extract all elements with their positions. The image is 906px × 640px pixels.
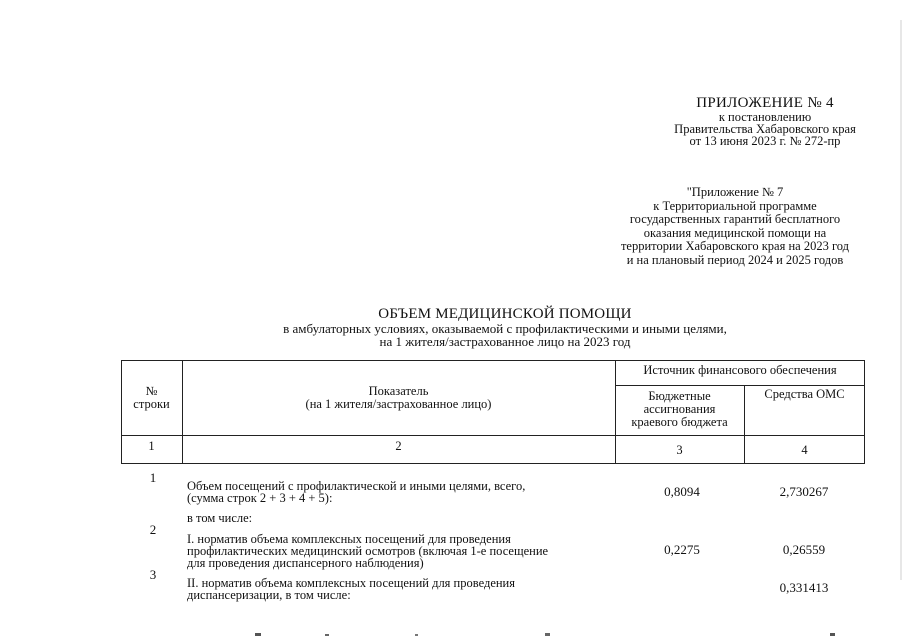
appendix-line: к постановлению — [718, 110, 812, 124]
table-border — [121, 435, 865, 436]
heading-subtitle: в амбулаторных условиях, оказываемой с профилактическими и иными целями, — [283, 321, 727, 336]
header-text: (на 1 жителя/застрахованное лицо) — [305, 397, 492, 411]
row-text-line: в том числе: — [187, 511, 253, 525]
table-border — [615, 385, 865, 386]
appendix-line: Правительства Хабаровского края — [674, 122, 856, 136]
row-budget-value: 0,2275 — [664, 542, 700, 557]
scan-edge — [900, 20, 902, 580]
row-indicator — [187, 512, 609, 524]
row-text-line: II. норматив объема комплексных посещений для проведения — [187, 576, 515, 590]
header-text: Бюджетные — [648, 389, 711, 403]
row-indicator — [187, 577, 609, 601]
note-line: "Приложение № 7 — [686, 185, 784, 199]
header-funding-source: Источник финансового обеспечения — [643, 363, 837, 377]
note-line: и на плановый период 2024 и 2025 годов — [626, 252, 844, 267]
row-text-line: для проведения диспансерного наблюдения) — [187, 556, 424, 570]
note-line: территории Хабаровского края на 2023 год — [620, 239, 850, 253]
table-border — [121, 463, 865, 464]
column-number: 3 — [676, 443, 683, 457]
column-number: 2 — [395, 439, 402, 453]
note-line: государственных гарантий бесплатного — [629, 212, 841, 226]
table-border — [121, 360, 865, 361]
column-number: 4 — [801, 443, 808, 457]
row-number: 2 — [149, 522, 157, 537]
table-header — [121, 360, 865, 464]
header-text: краевого бюджета — [631, 415, 728, 429]
column-number: 1 — [148, 439, 155, 453]
row-text-line: диспансеризации, в том числе: — [187, 588, 351, 602]
appendix-header — [640, 95, 890, 147]
row-oms-value: 2,730267 — [779, 484, 829, 499]
row-text-line: (сумма строк 2 + 3 + 4 + 5): — [187, 491, 333, 505]
header-oms: Средства ОМС — [764, 387, 845, 401]
header-text: № — [145, 384, 158, 398]
row-oms-value: 0,26559 — [782, 542, 826, 557]
row-budget-value: 0,8094 — [664, 484, 700, 499]
row-text-line: I. норматив объема комплексных посещений для проведения — [187, 532, 511, 546]
cut-off-text-fragment — [255, 633, 835, 636]
appendix-title: ПРИЛОЖЕНИЕ № 4 — [696, 95, 834, 111]
heading-title: ОБЪЕМ МЕДИЦИНСКОЙ ПОМОЩИ — [378, 306, 632, 322]
row-indicator — [187, 480, 609, 504]
note-line: к Территориальной программе — [653, 198, 817, 213]
row-text-line: Объем посещений с профилактической и иными целями, всего, — [187, 479, 526, 493]
row-oms-value: 0,331413 — [779, 580, 829, 595]
header-budget — [615, 390, 744, 429]
header-indicator — [182, 385, 615, 411]
row-indicator — [187, 533, 609, 569]
header-text: ассигнования — [643, 402, 716, 416]
row-number: 3 — [149, 567, 157, 582]
note-line: оказания медицинской помощи на — [643, 225, 827, 240]
document-heading — [180, 307, 830, 348]
appendix-line: от 13 июня 2023 г. № 272-пр — [689, 134, 841, 148]
heading-subtitle: на 1 жителя/застрахованное лицо на 2023 год — [379, 334, 631, 349]
header-row-number — [121, 385, 182, 411]
row-number: 1 — [149, 470, 157, 485]
header-text: Показатель — [368, 384, 429, 398]
appendix-note — [600, 186, 870, 267]
row-text-line: профилактических медицинский осмотров (включая 1-е посещение — [187, 544, 549, 558]
header-text: строки — [133, 397, 170, 411]
